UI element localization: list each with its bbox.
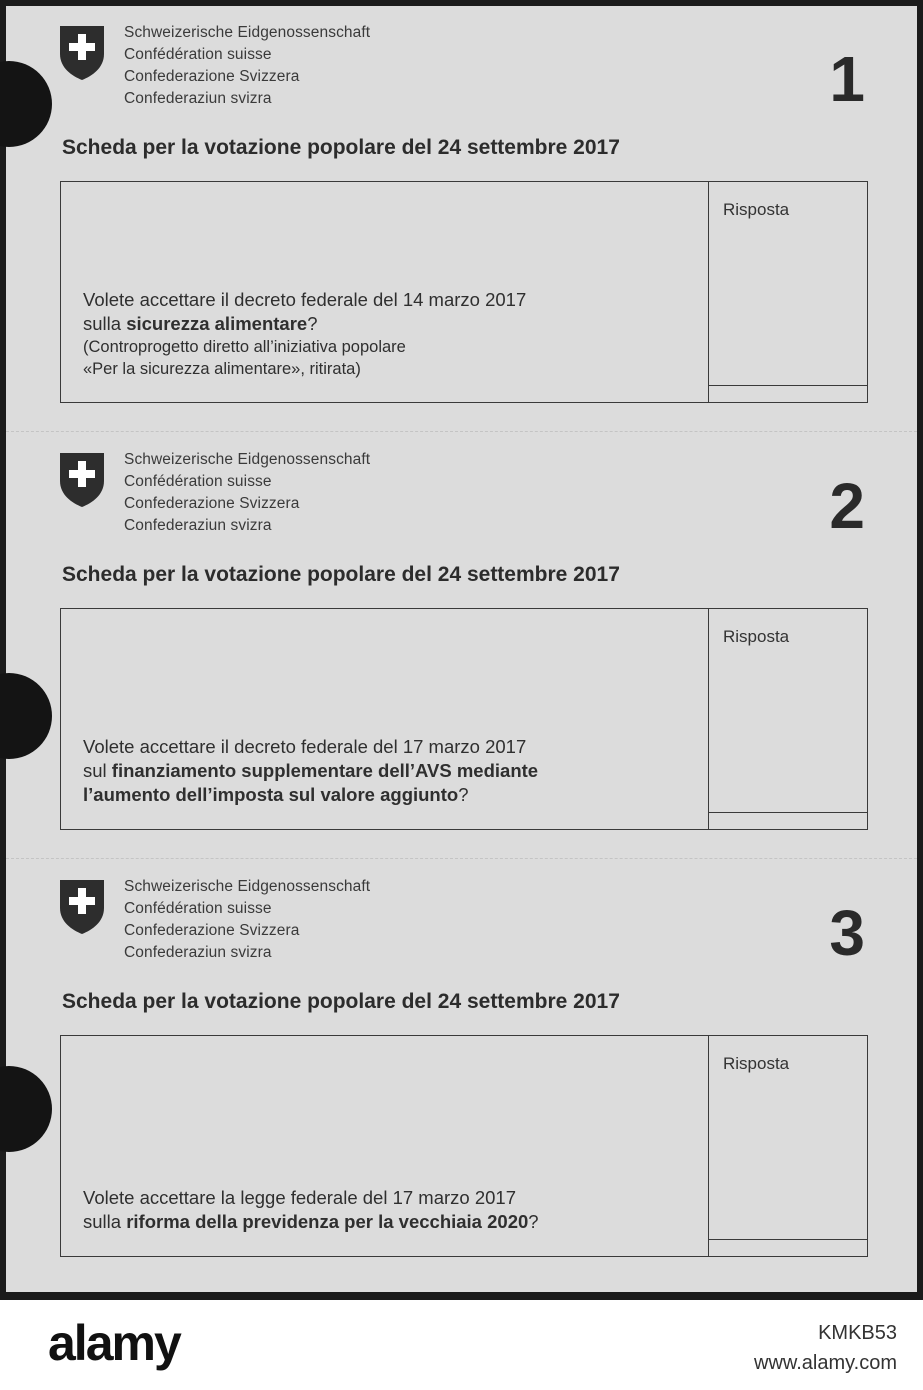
answer-field[interactable] <box>708 182 867 402</box>
authority-line-fr: Confédération suisse <box>124 473 272 490</box>
question-note-line-2: «Per la sicurezza alimentare», ritirata) <box>83 360 361 378</box>
authority-line-rm: Confederaziun svizra <box>124 944 272 961</box>
ballot-title: Scheda per la votazione popolare del 24 settembre 2017 <box>62 136 620 159</box>
question-subject: sicurezza alimentare <box>126 313 308 334</box>
question-subject-line <box>83 759 538 783</box>
question-intro: Volete accettare la legge federale del 17 marzo 2017 <box>83 1187 516 1208</box>
authority-line-rm: Confederaziun svizra <box>124 90 272 107</box>
ballot-title: Scheda per la votazione popolare del 24 settembre 2017 <box>62 990 620 1013</box>
ballot-title: Scheda per la votazione popolare del 24 settembre 2017 <box>62 563 620 586</box>
authority-line-de: Schweizerische Eidgenossenschaft <box>124 451 371 468</box>
question-text <box>83 1186 539 1234</box>
authority-line-de: Schweizerische Eidgenossenschaft <box>124 878 371 895</box>
question-intro: Volete accettare il decreto federale del 14 marzo 2017 <box>83 289 527 310</box>
question-box <box>60 608 868 830</box>
issuing-authority <box>124 22 370 110</box>
swiss-cross-shield-icon <box>58 878 106 936</box>
question-subject-line <box>83 1210 539 1234</box>
answer-label: Risposta <box>723 200 790 219</box>
question-box <box>60 181 868 403</box>
question-prefix: sulla <box>83 313 127 334</box>
question-subject: finanziamento supplementare dell’AVS mediante <box>111 760 539 781</box>
authority-line-rm: Confederaziun svizra <box>124 517 272 534</box>
question-end: ? <box>528 1211 539 1232</box>
question-text <box>83 735 538 807</box>
question-text <box>83 288 526 380</box>
question-end: ? <box>307 313 318 334</box>
answer-field[interactable] <box>708 609 867 829</box>
swiss-cross-shield-icon <box>58 451 106 509</box>
ballot-sheet <box>6 6 917 1292</box>
answer-write-line <box>709 385 867 386</box>
question-subject: riforma della previdenza per la vecchiaia 2020 <box>126 1211 529 1232</box>
issuing-authority <box>124 876 370 964</box>
answer-write-line <box>709 812 867 813</box>
ballot-1 <box>6 6 917 431</box>
authority-line-fr: Confédération suisse <box>124 46 272 63</box>
ballot-number: 1 <box>829 43 865 115</box>
issuing-authority <box>124 449 370 537</box>
question-subject-line <box>83 783 538 807</box>
ballot-2 <box>6 433 917 858</box>
answer-label: Risposta <box>723 1054 790 1073</box>
answer-label: Risposta <box>723 627 790 646</box>
question-intro: Volete accettare il decreto federale del 17 marzo 2017 <box>83 736 527 757</box>
authority-line-fr: Confédération suisse <box>124 900 272 917</box>
question-prefix: sul <box>83 760 112 781</box>
authority-line-it: Confederazione Svizzera <box>124 495 300 512</box>
question-note-line-1: (Controprogetto diretto all’iniziativa popolare <box>83 338 406 356</box>
question-subject: l’aumento dell’imposta sul valore aggiunto <box>83 784 459 805</box>
question-prefix: sulla <box>83 1211 127 1232</box>
authority-line-it: Confederazione Svizzera <box>124 922 300 939</box>
swiss-cross-shield-icon <box>58 24 106 82</box>
question-end: ? <box>458 784 469 805</box>
authority-line-de: Schweizerische Eidgenossenschaft <box>124 24 371 41</box>
authority-line-it: Confederazione Svizzera <box>124 68 300 85</box>
question-subject-line <box>83 312 526 336</box>
perforation-line <box>6 858 917 859</box>
stock-url: www.alamy.com <box>754 1352 897 1374</box>
ballot-number: 3 <box>829 897 865 969</box>
ballot-number: 2 <box>829 470 865 542</box>
image-id: KMKB53 <box>818 1322 897 1344</box>
ballot-3 <box>6 860 917 1285</box>
answer-field[interactable] <box>708 1036 867 1256</box>
stock-watermark-bar <box>0 1300 923 1390</box>
question-box <box>60 1035 868 1257</box>
alamy-logo: alamy <box>48 1315 180 1371</box>
perforation-line <box>6 431 917 432</box>
answer-write-line <box>709 1239 867 1240</box>
